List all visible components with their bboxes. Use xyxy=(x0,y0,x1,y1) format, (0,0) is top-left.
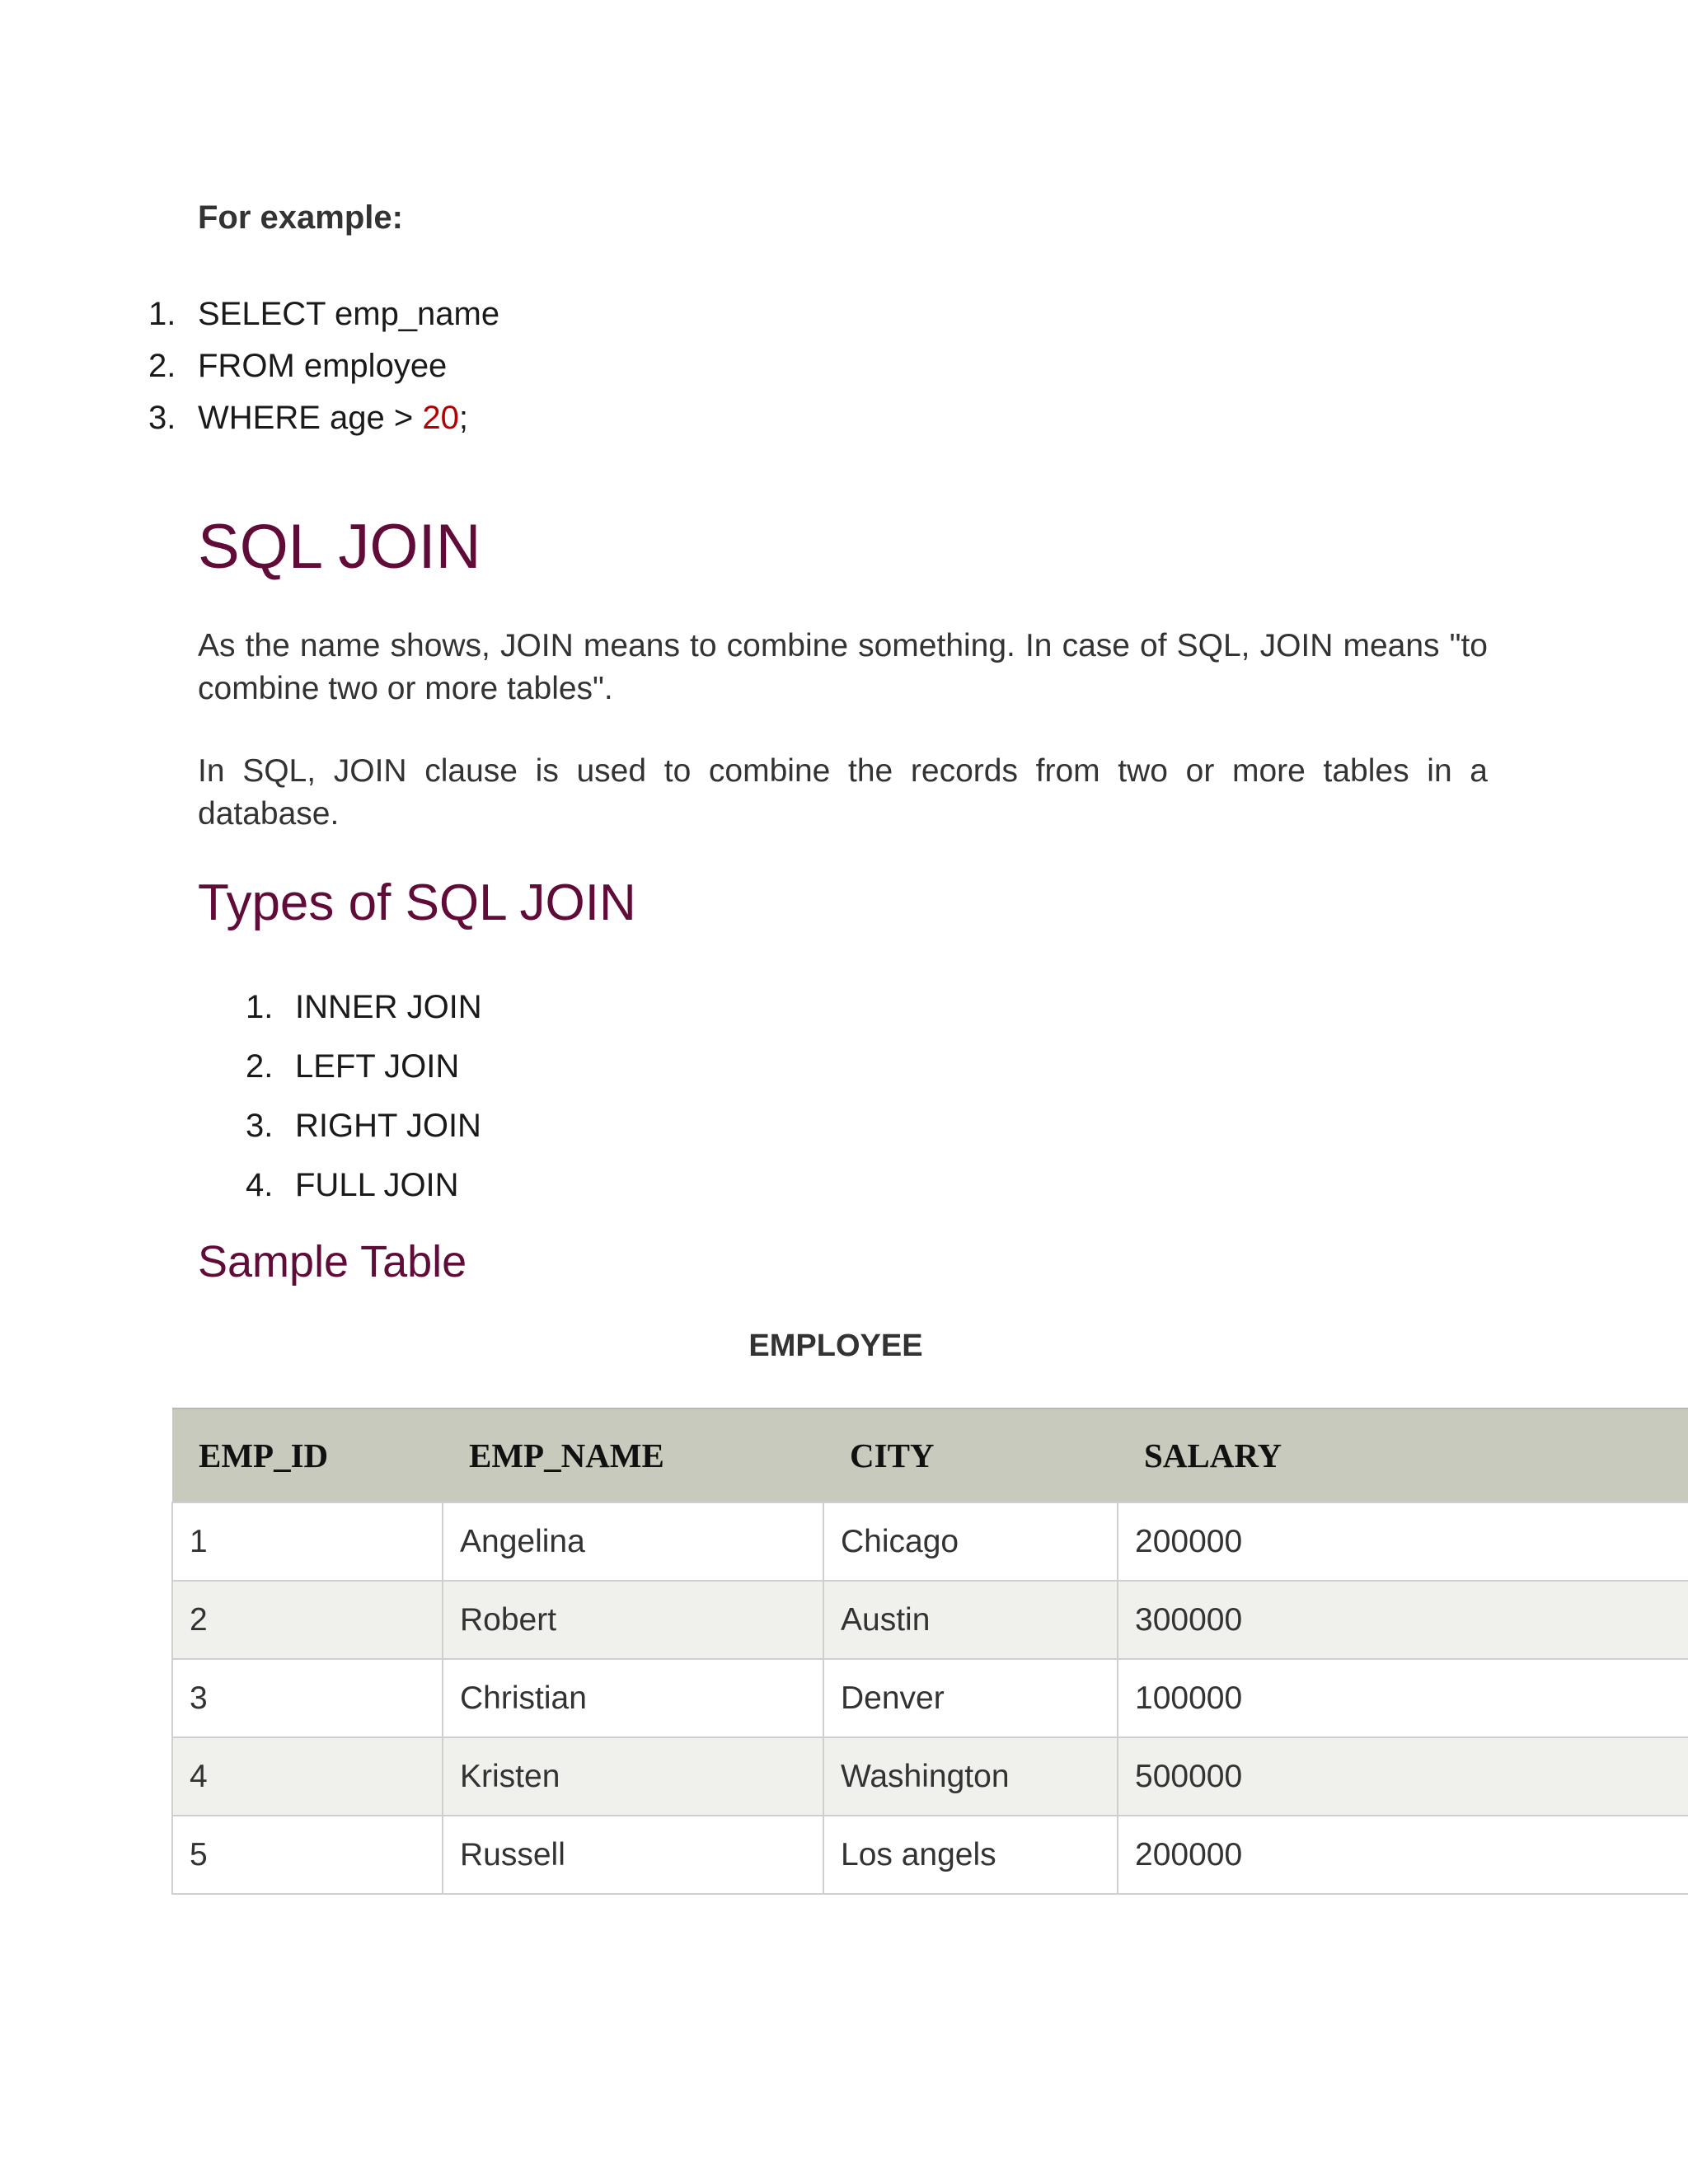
cell-salary: 100000 xyxy=(1118,1659,1688,1737)
cell-emp-name: Angelina xyxy=(443,1502,823,1581)
section-title: SQL JOIN xyxy=(198,512,481,582)
cell-city: Denver xyxy=(823,1659,1118,1737)
cell-salary: 200000 xyxy=(1118,1502,1688,1581)
cell-emp-id: 1 xyxy=(172,1502,443,1581)
cell-emp-id: 5 xyxy=(172,1816,443,1894)
table-row xyxy=(172,1659,1688,1737)
table-row xyxy=(172,1737,1688,1816)
item-label: RIGHT JOIN xyxy=(295,1108,481,1144)
table-row xyxy=(172,1581,1688,1659)
cell-emp-id: 4 xyxy=(172,1737,443,1816)
table-row xyxy=(172,1816,1688,1894)
item-number: 4. xyxy=(246,1167,274,1203)
sample-table-heading: Sample Table xyxy=(198,1237,467,1286)
cell-city: Austin xyxy=(823,1581,1118,1659)
code-number-literal: 20 xyxy=(422,400,459,436)
cell-emp-id: 3 xyxy=(172,1659,443,1737)
employee-table xyxy=(171,1408,1688,1895)
cell-emp-id: 2 xyxy=(172,1581,443,1659)
cell-salary: 200000 xyxy=(1118,1816,1688,1894)
join-types-heading: Types of SQL JOIN xyxy=(198,874,636,931)
item-number: 3. xyxy=(246,1108,274,1144)
cell-city: Chicago xyxy=(823,1502,1118,1581)
code-text: WHERE age > xyxy=(198,400,423,436)
item-number: 1. xyxy=(246,989,274,1025)
code-text: SELECT emp_name xyxy=(198,296,500,332)
item-label: LEFT JOIN xyxy=(295,1048,460,1085)
line-number: 2. xyxy=(148,348,176,384)
cell-emp-name: Christian xyxy=(443,1659,823,1737)
cell-city: Washington xyxy=(823,1737,1118,1816)
cell-salary: 500000 xyxy=(1118,1737,1688,1816)
intro-paragraph: As the name shows, JOIN means to combine something. In case of SQL, JOIN means "to combine two or more tables". xyxy=(198,628,1488,706)
table-caption: EMPLOYEE xyxy=(748,1329,923,1363)
item-label: FULL JOIN xyxy=(295,1167,459,1203)
cell-emp-name: Russell xyxy=(443,1816,823,1894)
code-line-content xyxy=(198,392,468,444)
cell-emp-name: Kristen xyxy=(443,1737,823,1816)
code-suffix: ; xyxy=(458,400,468,436)
column-header-salary: SALARY xyxy=(1118,1408,1688,1502)
table-row xyxy=(172,1502,1688,1581)
cell-salary: 300000 xyxy=(1118,1581,1688,1659)
line-number: 1. xyxy=(148,296,176,332)
example-label: For example: xyxy=(198,199,403,236)
table-header-row xyxy=(172,1408,1688,1502)
cell-city: Los angels xyxy=(823,1816,1118,1894)
cell-emp-name: Robert xyxy=(443,1581,823,1659)
line-number: 3. xyxy=(148,400,176,436)
column-header-emp-name: EMP_NAME xyxy=(443,1408,823,1502)
code-text: FROM employee xyxy=(198,348,448,384)
column-header-city: CITY xyxy=(823,1408,1118,1502)
item-number: 2. xyxy=(246,1048,274,1085)
item-label: INNER JOIN xyxy=(295,989,482,1025)
column-header-emp-id: EMP_ID xyxy=(172,1408,443,1502)
join-clause-paragraph: In SQL, JOIN clause is used to combine the records from two or more tables in a database. xyxy=(198,753,1488,832)
